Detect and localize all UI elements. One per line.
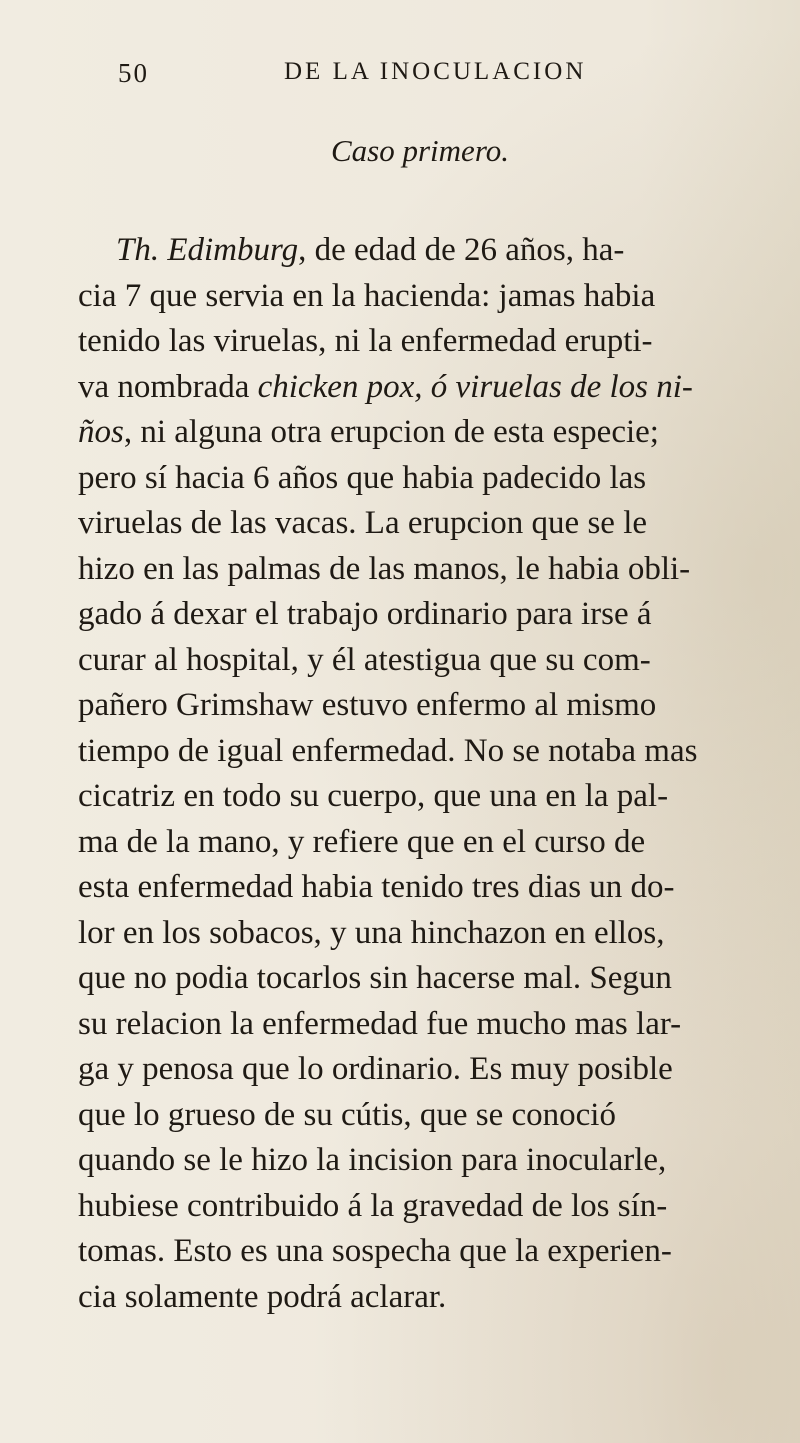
text-line — [78, 1002, 790, 1048]
text-segment: tenido las viruelas, ni la enfermedad erupti- — [78, 323, 653, 359]
text-line — [78, 228, 790, 274]
text-segment: lor en los sobacos, y una hinchazon en ellos, — [78, 914, 665, 951]
text-segment: pero sí hacia 6 años que habia padecido las — [78, 459, 647, 496]
text-line — [78, 592, 790, 638]
running-head — [118, 58, 678, 98]
body-text — [78, 228, 790, 1320]
running-title: DE LA INOCULACION — [284, 58, 587, 85]
text-line — [78, 729, 790, 775]
section-heading-text: Caso primero. — [331, 133, 509, 168]
text-line — [78, 1275, 790, 1321]
text-segment: , de edad de 26 años, ha- — [298, 232, 625, 268]
text-segment: que lo grueso de su cútis, que se conoció — [78, 1096, 616, 1133]
italic-text: Th. Edimburg — [116, 232, 299, 268]
text-line — [78, 1047, 790, 1093]
text-line — [78, 683, 790, 729]
text-line — [78, 501, 790, 547]
text-line — [78, 911, 790, 957]
page-number: 50 — [118, 58, 149, 88]
text-segment: tiempo de igual enfermedad. No se notaba mas — [78, 732, 698, 769]
text-line — [78, 456, 790, 502]
text-line — [78, 1184, 790, 1230]
text-segment: cia solamente podrá aclarar. — [78, 1278, 447, 1315]
text-segment: hubiese contribuido á la gravedad de los sín- — [78, 1187, 668, 1224]
section-heading — [0, 133, 800, 169]
text-line — [78, 956, 790, 1002]
text-line — [78, 547, 790, 593]
text-line — [78, 1093, 790, 1139]
text-segment: tomas. Esto es una sospecha que la experien- — [78, 1233, 672, 1269]
text-segment: cicatriz en todo su cuerpo, que una en la pal- — [78, 778, 669, 814]
text-segment: gado á dexar el trabajo ordinario para irse á — [78, 596, 652, 632]
text-segment: viruelas de las vacas. La erupcion que se le — [78, 505, 648, 541]
text-line — [78, 774, 790, 820]
text-line — [78, 1229, 790, 1275]
italic-text: ños — [78, 414, 124, 450]
text-segment: que no podia tocarlos sin hacerse mal. Segun — [78, 960, 672, 996]
text-segment: va nombrada — [78, 368, 258, 405]
text-line — [78, 365, 790, 411]
text-line — [78, 319, 790, 365]
text-segment: ma de la mano, y refiere que en el curso de — [78, 823, 646, 860]
text-segment: ga y penosa que lo ordinario. Es muy posible — [78, 1051, 673, 1087]
text-segment: pañero Grimshaw estuvo enfermo al mismo — [78, 687, 657, 723]
text-segment: hizo en las palmas de las manos, le habia obli- — [78, 550, 691, 587]
italic-text: chicken pox, ó viruelas de los ni- — [257, 368, 693, 405]
text-line — [78, 410, 790, 456]
text-segment: quando se le hizo la incision para inocularle, — [78, 1142, 667, 1178]
text-segment: su relacion la enfermedad fue mucho mas lar- — [78, 1005, 682, 1042]
text-segment: esta enfermedad habia tenido tres dias un do- — [78, 869, 675, 905]
text-line — [78, 865, 790, 911]
text-line — [78, 638, 790, 684]
text-line — [78, 1138, 790, 1184]
text-line — [78, 820, 790, 866]
text-segment: , ni alguna otra erupcion de esta especie; — [123, 414, 659, 450]
text-segment: cia 7 que servia en la hacienda: jamas habia — [78, 277, 656, 314]
text-line — [78, 274, 790, 320]
text-segment: curar al hospital, y él atestigua que su com- — [78, 641, 651, 678]
